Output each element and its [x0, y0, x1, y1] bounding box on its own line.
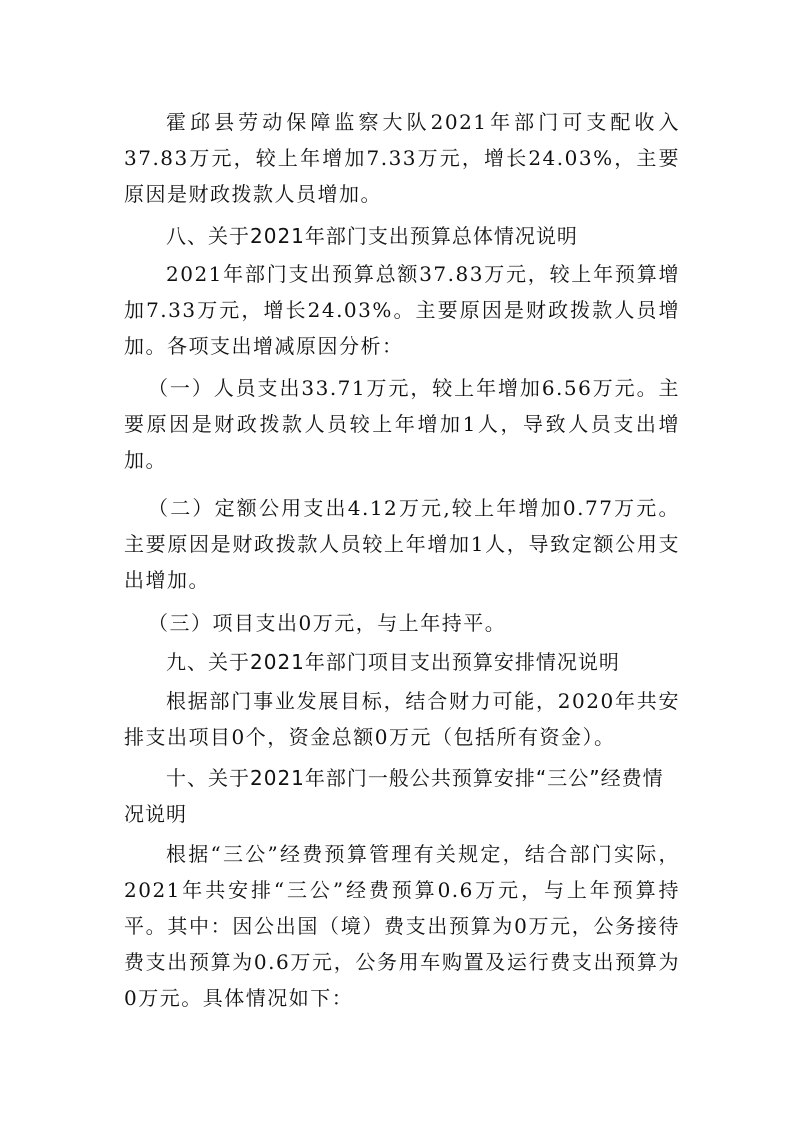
paragraph-expenditure-total: 2021年部门支出预算总额37.83万元，较上年预算增加7.33万元，增长24.03%。主要原因是财政拨款人员增加。各项支出增减原因分析：: [124, 262, 680, 358]
paragraph-income: 霍邱县劳动保障监察大队2021年部门可支配收入37.83万元，较上年增加7.33万元，增长24.03%，主要原因是财政拨款人员增加。: [124, 110, 680, 206]
paragraph-personnel-expenditure: （一）人员支出33.71万元，较上年增加6.56万元。主要原因是财政拨款人员较上年增加1人，导致人员支出增加。: [124, 376, 680, 472]
paragraph-project-expenditure: （三）项目支出0万元，与上年持平。: [148, 611, 507, 635]
section-heading-10: 十、关于2021年部门一般公共预算安排“三公”经费情况说明: [124, 766, 664, 826]
paragraph-three-public-funds: 根据“三公”经费预算管理有关规定，结合部门实际，2021年共安排“三公”经费预算0.6万元，与上年预算持平。其中：因公出国（境）费支出预算为0万元，公务接待费支出预算为0.6万元，公务用车购置及运行费支出预算为0万元。具体情况如下：: [124, 842, 680, 1010]
paragraph-public-expenditure: （二）定额公用支出4.12万元,较上年增加0.77万元。主要原因是财政拨款人员较上年增加1人，导致定额公用支出增加。: [124, 496, 680, 592]
section-heading-8: 八、关于2021年部门支出预算总体情况说明: [166, 224, 578, 248]
section-heading-9: 九、关于2021年部门项目支出预算安排情况说明: [166, 650, 620, 674]
paragraph-project-arrangement: 根据部门事业发展目标，结合财力可能，2020年共安排支出项目0个，资金总额0万元（包括所有资金）。: [124, 689, 680, 749]
